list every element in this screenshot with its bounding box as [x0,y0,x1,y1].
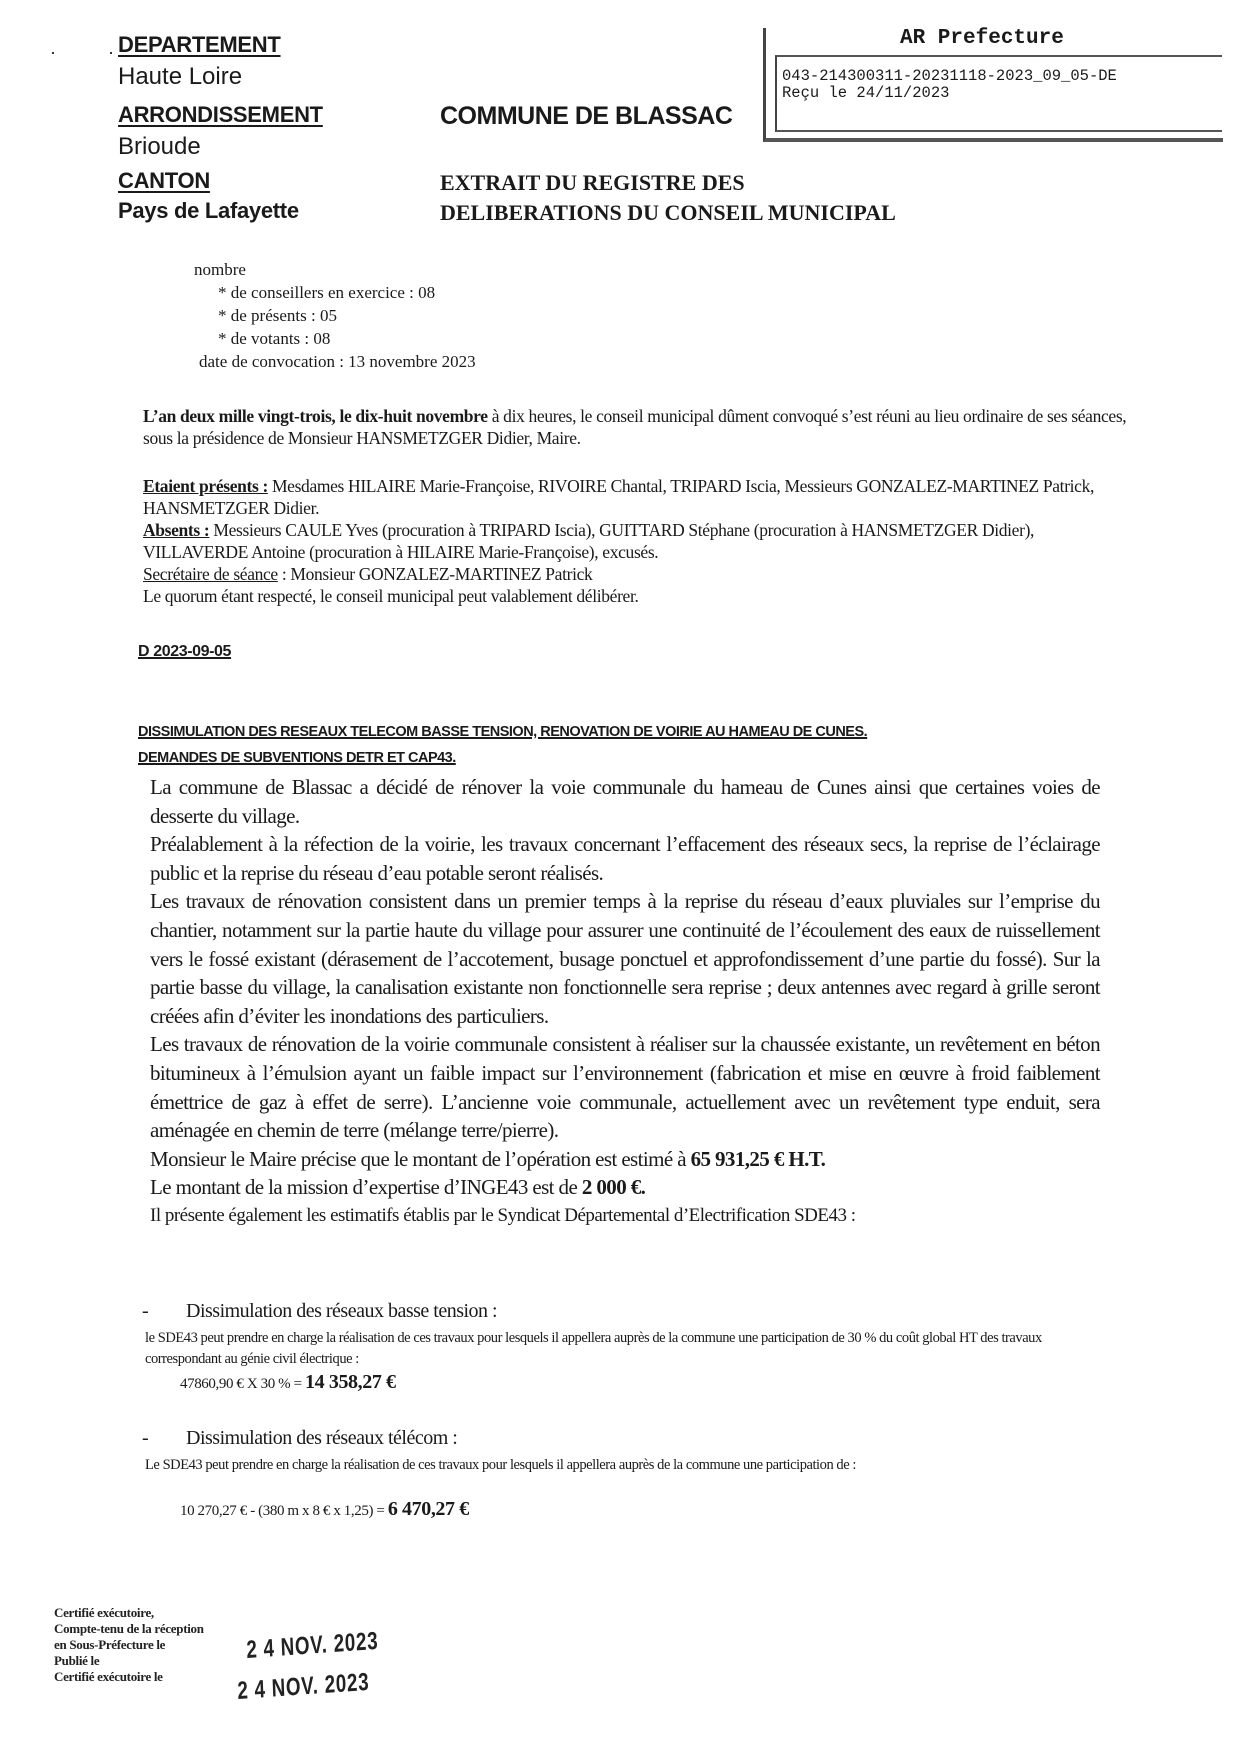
canton-label: CANTON [118,168,210,193]
votants-count: * de votants : 08 [218,329,331,348]
nombre-label: nombre [194,260,246,279]
presents-label: Etaient présents : [143,476,268,496]
body-paragraph-1: La commune de Blassac a décidé de rénover la voie communale du hameau de Cunes ainsi que certaines voies de desserte du village. [150,775,1100,828]
expertise-amount-value: 2 000 €. [581,1175,646,1200]
calc-result: 14 358,27 € [305,1371,396,1393]
calc-expression: 47860,90 € X 30 % = [180,1376,306,1392]
scan-speck [110,52,112,54]
item-telecom-text: Le SDE43 peut prendre en charge la réalisation de ces travaux pour lesquels il appellera auprès de la commune une participation de : [145,1457,856,1473]
item-basse-tension-heading [142,1300,497,1323]
operation-amount-text: Monsieur le Maire précise que le montant de l’opération est estimé à [150,1146,691,1171]
ar-received-date: Reçu le 24/11/2023 [782,84,950,102]
certif-line-5: Certifié exécutoire le [54,1669,163,1684]
operation-amount-value: 65 931,25 € H.T. [690,1146,826,1171]
calc-result: 6 470,27 € [387,1498,469,1520]
deliberation-title-line-2: DEMANDES DE SUBVENTIONS DETR ET CAP43. [138,750,456,766]
item-telecom-heading [142,1427,457,1450]
canton-value: Pays de Lafayette [118,198,299,223]
calc-expression: 10 270,27 € - (380 m x 8 € x 1,25) = [180,1503,388,1519]
bullet-dash: - [142,1300,149,1322]
scan-speck [52,52,54,54]
expertise-amount-text: Le montant de la mission d’expertise d’INGE43 est de [150,1175,582,1200]
item-basse-tension-calc [180,1371,396,1394]
ar-reference: 043-214300311-20231118-2023_09_05-DE [782,67,1117,85]
certif-line-3: en Sous-Préfecture le [54,1637,166,1652]
date-stamp-executoire: 2 4 NOV. 2023 [236,1667,370,1706]
decision-number: D 2023-09-05 [138,643,232,660]
conseillers-count: * de conseillers en exercice : 08 [218,283,436,302]
deliberation-title-line-1: DISSIMULATION DES RESEAUX TELECOM BASSE TENSION, RENOVATION DE VOIRIE AU HAMEAU DE CUNES. [138,724,868,740]
body-paragraph-4: Les travaux de rénovation de la voirie communale consistent à réaliser sur la chaussée existante, un revêtement en béton bitumineux à l’émulsion ayant un faible impact sur l’environnement (fabrication et mise en œuvre à froid faiblement émettrice de gaz à effet de serre). L’ancienne voie communale, actuellement avec un revêtement type enduit, sera aménagée en chemin de terre (mélange terre/pierre). [150,1032,1100,1143]
body-paragraph-2: Préalablement à la réfection de la voirie, les travaux concernant l’effacement des réseaux secs, la reprise de l’éclairage public et la reprise du réseau d’eau potable seront réalisés. [150,832,1100,885]
deliberation-body [150,773,1100,1231]
absents-text: Messieurs CAULE Yves (procuration à TRIPARD Iscia), GUITTARD Stéphane (procuration à HANSMETZGER Didier), VILLAVERDE Antoine (procuration à HILAIRE Marie-Françoise), excusés. [143,520,1035,562]
ar-prefecture-title: AR Prefecture [900,27,1064,50]
secretaire-label: Secrétaire de séance [143,564,278,584]
presents-line [143,475,1133,519]
commune-title: COMMUNE DE BLASSAC [440,102,733,130]
intro-text: à dix heures, le conseil municipal dûment convoqué s’est réuni au lieu ordinaire de ses séances, sous la présidence de Monsieur HANSMETZGER Didier, Maire. [143,406,1127,448]
item-heading-text: Dissimulation des réseaux basse tension : [186,1300,498,1322]
absents-line [143,519,1133,563]
extrait-line-1: EXTRAIT DU REGISTRE DES [440,170,745,195]
date-stamp-reception: 2 4 NOV. 2023 [245,1626,379,1665]
certification-block [54,1605,204,1685]
quorum-line: Le quorum étant respecté, le conseil municipal peut valablement délibérer. [143,586,639,606]
body-expertise-amount [150,1173,1100,1202]
body-paragraph-3: Les travaux de rénovation consistent dans un premier temps à la reprise du réseau d’eaux pluviales sur l’emprise du chantier, notamment sur la partie haute du village pour assurer une continuité de l’écoulement des eaux de ruissellement vers le fossé existant (dérasement de l’accotement, busage ponctuel et approfondissement d’une partie du fossé). Sur la partie basse du village, la canalisation existante non fonctionnelle sera reprise ; deux antennes avec regard à grille seront créées afin d’éviter les inondations des particuliers. [150,889,1100,1028]
absents-label: Absents : [143,520,210,540]
item-basse-tension-text: le SDE43 peut prendre en charge la réalisation de ces travaux pour lesquels il appellera auprès de la commune une participation de 30 % du coût global HT des travaux correspondant au génie civil électrique : [145,1330,1042,1367]
certif-line-1: Certifié exécutoire, [54,1605,154,1620]
certif-line-2: Compte-tenu de la réception [54,1621,204,1636]
bullet-dash: - [142,1427,149,1449]
body-operation-amount [150,1145,1100,1174]
arrondissement-value: Brioude [118,133,201,160]
item-telecom-calc [180,1498,469,1521]
departement-label: DEPARTEMENT [118,32,281,57]
arrondissement-label: ARRONDISSEMENT [118,102,323,127]
body-paragraph-7: Il présente également les estimatifs établis par le Syndicat Départemental d’Electrification SDE43 : [150,1204,856,1226]
presents-count: * de présents : 05 [218,306,337,325]
secretaire-text: : Monsieur GONZALEZ-MARTINEZ Patrick [277,564,593,584]
extrait-line-2: DELIBERATIONS DU CONSEIL MUNICIPAL [440,200,896,225]
presents-text: Mesdames HILAIRE Marie-Françoise, RIVOIRE Chantal, TRIPARD Iscia, Messieurs GONZALEZ-MARTINEZ Patrick, HANSMETZGER Didier. [143,476,1095,518]
item-heading-text: Dissimulation des réseaux télécom : [186,1427,458,1449]
extrait-title [440,168,896,228]
nombre-block [194,258,476,373]
secretaire-line [143,563,1133,585]
departement-value: Haute Loire [118,63,243,90]
attendance-block [143,475,1133,607]
intro-paragraph [143,405,1133,449]
date-convocation: date de convocation : 13 novembre 2023 [199,352,476,371]
certif-line-4: Publié le [54,1653,100,1668]
intro-date: L’an deux mille vingt-trois, le dix-huit novembre [143,406,488,426]
